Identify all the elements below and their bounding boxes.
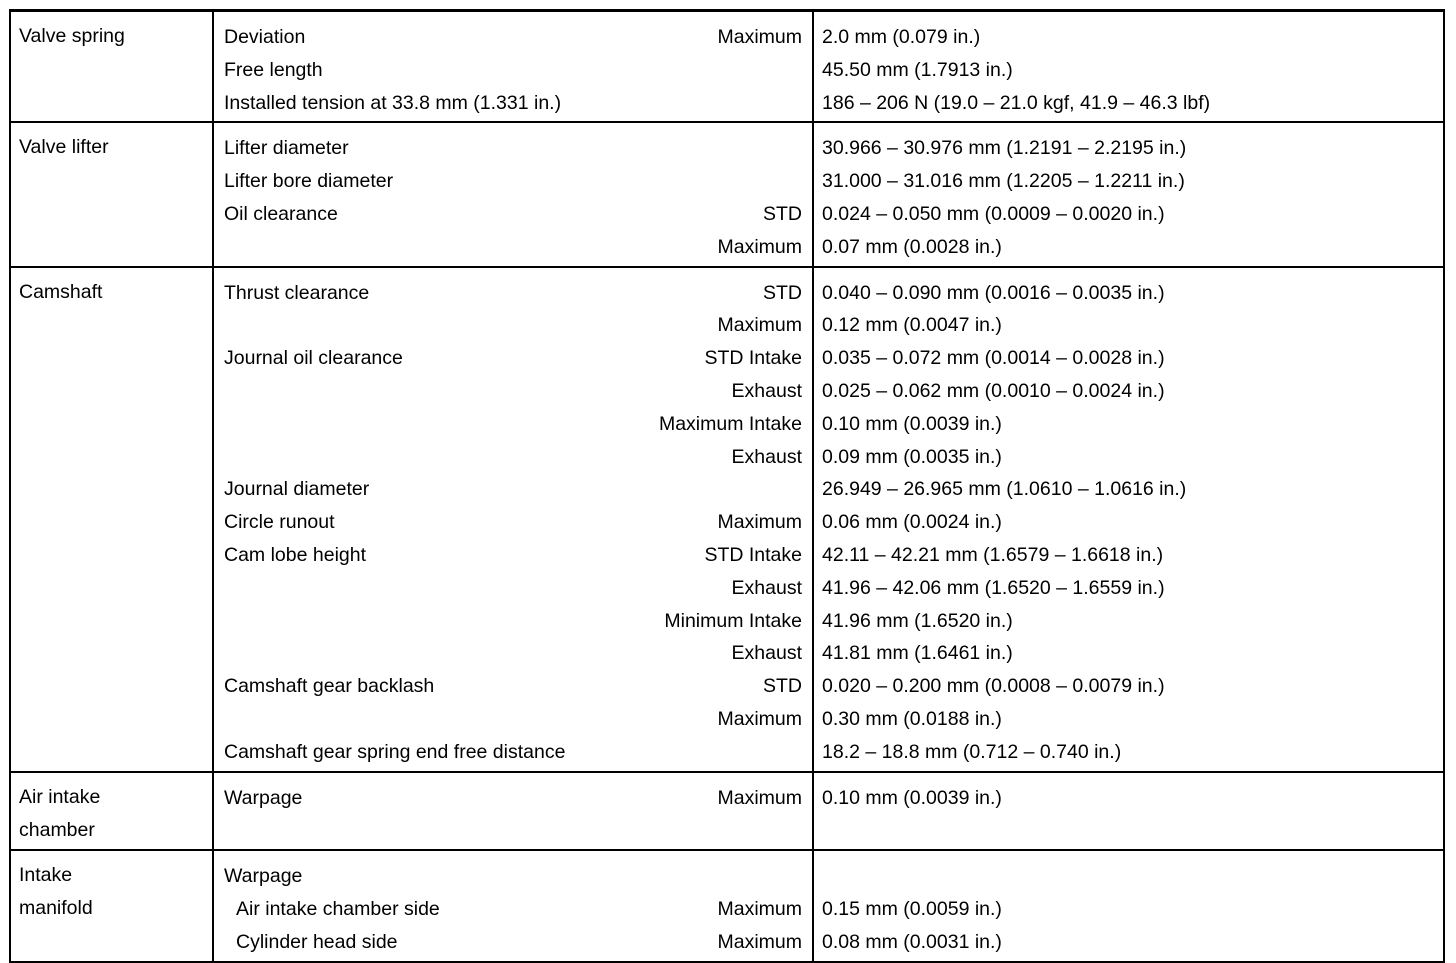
spec-value: 41.81 mm (1.6461 in.) [822, 642, 1013, 665]
spec-item-row [214, 736, 812, 769]
spec-item-label: Thrust clearance [224, 281, 370, 304]
spec-value: 186 – 206 N (19.0 – 21.0 kgf, 41.9 – 46.3 lbf) [822, 91, 1211, 114]
spec-qualifier: Minimum Intake [664, 609, 802, 632]
category-cell [10, 850, 213, 961]
item-cell [213, 772, 813, 851]
spec-value: 0.020 – 0.200 mm (0.0008 – 0.0079 in.) [822, 675, 1165, 698]
spec-item-label: Journal oil clearance [224, 347, 403, 370]
item-cell [213, 267, 813, 772]
category-label: Valve lifter [19, 136, 109, 159]
spec-value: 31.000 – 31.016 mm (1.2205 – 1.2211 in.) [822, 170, 1185, 193]
spec-table-body [10, 11, 1444, 962]
value-cell [813, 850, 1444, 961]
spec-value: 0.025 – 0.062 mm (0.0010 – 0.0024 in.) [822, 379, 1165, 402]
spec-value: 42.11 – 42.21 mm (1.6579 – 1.6618 in.) [822, 543, 1164, 566]
section-valve-lifter [10, 122, 1444, 266]
spec-item-row [214, 21, 812, 54]
spec-value: 2.0 mm (0.079 in.) [822, 26, 981, 48]
spec-item-row [214, 309, 812, 342]
spec-item-label: Warpage [224, 865, 303, 888]
spec-value: 0.30 mm (0.0188 in.) [822, 707, 1002, 730]
spec-item-row [214, 132, 812, 165]
spec-value: 0.024 – 0.050 mm (0.0009 – 0.0020 in.) [822, 202, 1165, 225]
spec-qualifier: Maximum [717, 786, 802, 809]
spec-item-row [214, 539, 812, 572]
spec-item-label: Lifter diameter [224, 137, 349, 160]
spec-item-row [214, 670, 812, 703]
spec-item-row [214, 54, 812, 87]
spec-qualifier: Maximum [717, 511, 802, 534]
spec-value: 0.12 mm (0.0047 in.) [822, 314, 1002, 337]
spec-item-row [214, 165, 812, 198]
spec-value: 0.07 mm (0.0028 in.) [822, 235, 1002, 258]
section-camshaft [10, 267, 1444, 772]
spec-item-row [214, 703, 812, 736]
spec-value: 0.15 mm (0.0059 in.) [822, 897, 1002, 920]
spec-item-label: Free length [224, 58, 323, 81]
section-intake-manifold [10, 850, 1444, 961]
spec-item-label: Cam lobe height [224, 543, 367, 566]
spec-value: 26.949 – 26.965 mm (1.0610 – 1.0616 in.) [822, 478, 1187, 501]
category-label: Camshaft [19, 280, 103, 303]
spec-qualifier: Maximum [717, 930, 802, 953]
spec-item-label: Deviation [224, 26, 306, 48]
value-cell [813, 267, 1444, 772]
spec-item-row [214, 637, 812, 670]
category-label: Air intake chamber [19, 785, 101, 841]
spec-qualifier: Maximum Intake [658, 412, 802, 435]
spec-item-row [214, 408, 812, 441]
spec-item-row [214, 277, 812, 310]
spec-table [9, 9, 1445, 963]
spec-value: 41.96 mm (1.6520 in.) [822, 609, 1013, 632]
spec-item-row [214, 782, 812, 815]
category-label: Valve spring [19, 25, 125, 47]
spec-item-row [214, 860, 812, 893]
item-cell [213, 11, 813, 123]
spec-item-row [214, 893, 812, 926]
spec-item-label: Warpage [224, 786, 303, 809]
section-air-intake-chamber [10, 772, 1444, 851]
spec-qualifier: Exhaust [731, 379, 802, 402]
value-cell [813, 772, 1444, 851]
spec-value: 0.10 mm (0.0039 in.) [822, 786, 1002, 809]
spec-qualifier: Exhaust [731, 576, 802, 599]
spec-item-label: Circle runout [224, 511, 335, 534]
value-cell [813, 11, 1444, 123]
spec-item-row [214, 375, 812, 408]
spec-qualifier: STD [763, 281, 802, 304]
spec-value: 0.10 mm (0.0039 in.) [822, 412, 1002, 435]
value-cell [813, 122, 1444, 266]
spec-qualifier: Exhaust [731, 642, 802, 665]
spec-item-row [214, 441, 812, 474]
spec-item-label: Journal diameter [224, 478, 370, 501]
spec-item-row [214, 814, 812, 847]
spec-item-label: Cylinder head side [236, 930, 398, 953]
spec-value: 45.50 mm (1.7913 in.) [822, 58, 1013, 81]
spec-value: 0.06 mm (0.0024 in.) [822, 511, 1002, 534]
spec-value: 30.966 – 30.976 mm (1.2191 – 2.2195 in.) [822, 137, 1187, 160]
spec-item-row [214, 342, 812, 375]
spec-qualifier: STD [763, 675, 802, 698]
spec-value: 0.09 mm (0.0035 in.) [822, 445, 1002, 468]
spec-value: 18.2 – 18.8 mm (0.712 – 0.740 in.) [822, 740, 1122, 763]
category-cell [10, 772, 213, 851]
spec-item-label: Camshaft gear spring end free distance [224, 740, 566, 763]
spec-item-label: Oil clearance [224, 202, 338, 225]
spec-qualifier: Maximum [717, 235, 802, 258]
spec-item-label: Lifter bore diameter [224, 170, 394, 193]
spec-item-row [214, 231, 812, 264]
spec-value: 0.035 – 0.072 mm (0.0014 – 0.0028 in.) [822, 347, 1165, 370]
spec-value: 0.040 – 0.090 mm (0.0016 – 0.0035 in.) [822, 281, 1165, 304]
spec-qualifier: Maximum [717, 897, 802, 920]
category-cell [10, 267, 213, 772]
spec-value: 0.08 mm (0.0031 in.) [822, 930, 1002, 953]
spec-qualifier: STD Intake [704, 347, 802, 370]
item-cell [213, 122, 813, 266]
spec-item-label: Installed tension at 33.8 mm (1.331 in.) [224, 91, 562, 114]
spec-item-row [214, 572, 812, 605]
spec-qualifier: Exhaust [731, 445, 802, 468]
spec-item-label: Air intake chamber side [236, 897, 440, 920]
category-cell [10, 11, 213, 123]
spec-item-label: Camshaft gear backlash [224, 675, 435, 698]
spec-item-row [214, 506, 812, 539]
category-label: Intake manifold [19, 864, 93, 920]
spec-item-row [214, 198, 812, 231]
category-cell [10, 122, 213, 266]
spec-item-row [214, 605, 812, 638]
spec-item-row [214, 473, 812, 506]
spec-qualifier: Maximum [717, 707, 802, 730]
spec-value [814, 860, 1443, 893]
spec-qualifier: Maximum [717, 314, 802, 337]
item-cell [213, 850, 813, 961]
spec-value [814, 814, 1443, 847]
spec-item-row [214, 87, 812, 120]
spec-qualifier: STD Intake [704, 543, 802, 566]
section-valve-spring [10, 11, 1444, 123]
spec-qualifier: Maximum [717, 26, 802, 48]
spec-item-row [214, 926, 812, 959]
spec-qualifier: STD [763, 202, 802, 225]
spec-value: 41.96 – 42.06 mm (1.6520 – 1.6559 in.) [822, 576, 1165, 599]
